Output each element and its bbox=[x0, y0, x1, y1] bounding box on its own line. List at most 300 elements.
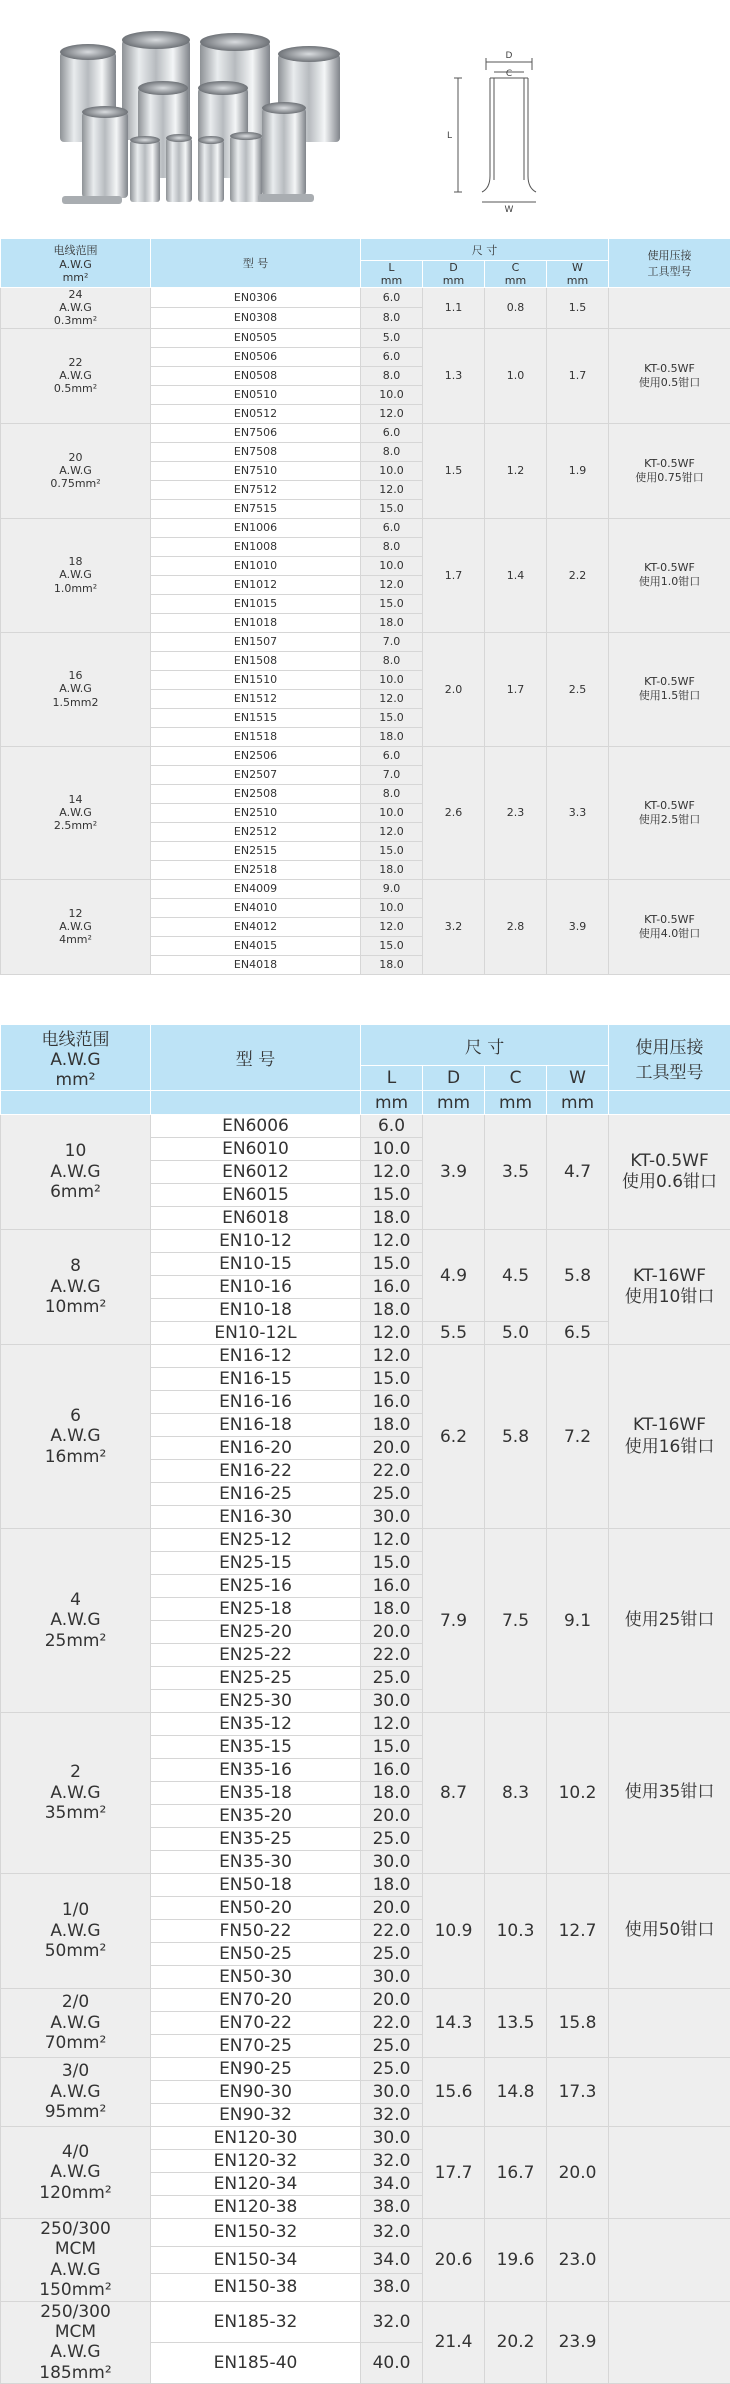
model-cell: EN0512 bbox=[151, 404, 361, 423]
length-cell: 10.0 bbox=[361, 556, 423, 575]
cell-line: 使用0.6钳口 bbox=[609, 1172, 730, 1193]
cell-line: 16mm² bbox=[1, 1447, 150, 1467]
length-cell: 25.0 bbox=[361, 1483, 423, 1506]
tool-cell bbox=[609, 1529, 730, 1713]
dim-d-cell: 17.7 bbox=[423, 2127, 485, 2219]
length-cell: 30.0 bbox=[361, 1506, 423, 1529]
cell-line: A.W.G bbox=[1, 1921, 150, 1941]
table-row bbox=[1, 1989, 730, 2012]
length-cell: 12.0 bbox=[361, 1322, 423, 1345]
length-cell: 12.0 bbox=[361, 575, 423, 594]
header-tool: 使用压接 工具型号 bbox=[609, 239, 730, 288]
cell-line: 16 bbox=[1, 669, 150, 682]
length-cell: 6.0 bbox=[361, 518, 423, 537]
length-cell: 30.0 bbox=[361, 2081, 423, 2104]
cell-line: 2 bbox=[1, 1762, 150, 1782]
cell-line: A.W.G bbox=[1, 1162, 150, 1182]
cell-line: 6mm² bbox=[1, 1182, 150, 1202]
header-c: C mm bbox=[485, 261, 547, 288]
cell-line: 1.0mm² bbox=[1, 582, 150, 595]
dim-c-cell: 2.3 bbox=[485, 746, 547, 879]
length-cell: 15.0 bbox=[361, 841, 423, 860]
wire-range-cell bbox=[1, 1115, 151, 1230]
model-cell: EN0506 bbox=[151, 347, 361, 366]
model-cell: EN50-20 bbox=[151, 1897, 361, 1920]
model-cell: EN1008 bbox=[151, 537, 361, 556]
cell-line: 使用25钳口 bbox=[609, 1610, 730, 1631]
length-cell: 18.0 bbox=[361, 727, 423, 746]
label-d: D bbox=[506, 51, 513, 61]
cell-line: 24 bbox=[1, 288, 150, 301]
header-unit-w: mm bbox=[547, 1091, 609, 1115]
length-cell: 9.0 bbox=[361, 879, 423, 898]
length-cell: 6.0 bbox=[361, 347, 423, 366]
model-cell: EN35-20 bbox=[151, 1805, 361, 1828]
model-cell: EN10-16 bbox=[151, 1276, 361, 1299]
cell-line: 185mm² bbox=[1, 2363, 150, 2383]
model-cell: EN1010 bbox=[151, 556, 361, 575]
cell-line: 使用1.0钳口 bbox=[609, 575, 730, 589]
model-cell: EN7512 bbox=[151, 480, 361, 499]
length-cell: 25.0 bbox=[361, 1828, 423, 1851]
tool-cell bbox=[609, 632, 730, 746]
length-cell: 25.0 bbox=[361, 2058, 423, 2081]
dim-w-cell: 23.0 bbox=[547, 2219, 609, 2302]
length-cell: 12.0 bbox=[361, 1529, 423, 1552]
dim-c-cell: 8.3 bbox=[485, 1713, 547, 1874]
model-cell: EN1006 bbox=[151, 518, 361, 537]
length-cell: 34.0 bbox=[361, 2173, 423, 2196]
dim-c-cell: 20.2 bbox=[485, 2301, 547, 2384]
length-cell: 10.0 bbox=[361, 898, 423, 917]
dim-d-cell: 21.4 bbox=[423, 2301, 485, 2384]
header-range: 电线范围 A.W.G mm² bbox=[1, 239, 151, 288]
model-cell: EN10-15 bbox=[151, 1253, 361, 1276]
length-cell: 8.0 bbox=[361, 651, 423, 670]
cell-line: 2/0 bbox=[1, 1992, 150, 2012]
length-cell: 22.0 bbox=[361, 1644, 423, 1667]
dim-w-cell: 10.2 bbox=[547, 1713, 609, 1874]
length-cell: 8.0 bbox=[361, 442, 423, 461]
model-cell: EN25-18 bbox=[151, 1598, 361, 1621]
length-cell: 6.0 bbox=[361, 423, 423, 442]
tool-cell bbox=[609, 518, 730, 632]
header-unit-c: mm bbox=[485, 1091, 547, 1115]
length-cell: 18.0 bbox=[361, 1414, 423, 1437]
wire-range-cell bbox=[1, 2219, 151, 2302]
length-cell: 15.0 bbox=[361, 1552, 423, 1575]
dim-c-cell: 3.5 bbox=[485, 1115, 547, 1230]
wire-range-cell bbox=[1, 2127, 151, 2219]
dim-c-cell: 14.8 bbox=[485, 2058, 547, 2127]
cell-line: 10 bbox=[1, 1141, 150, 1161]
table-row bbox=[1, 1874, 730, 1897]
length-cell: 15.0 bbox=[361, 708, 423, 727]
dim-w-cell: 1.7 bbox=[547, 328, 609, 423]
tool-cell bbox=[609, 288, 730, 329]
cell-line: 使用0.75钳口 bbox=[609, 471, 730, 485]
dim-w-cell: 6.5 bbox=[547, 1322, 609, 1345]
table-row bbox=[1, 288, 730, 308]
tool-cell bbox=[609, 328, 730, 423]
tool-cell bbox=[609, 1230, 730, 1345]
header-unit-l: mm bbox=[361, 1091, 423, 1115]
tool-cell bbox=[609, 1874, 730, 1989]
cell-line: KT-0.5WF bbox=[609, 561, 730, 575]
wire-range-cell bbox=[1, 328, 151, 423]
dim-w-cell: 5.8 bbox=[547, 1230, 609, 1322]
cell-line: 使用35钳口 bbox=[609, 1782, 730, 1803]
model-cell: EN2512 bbox=[151, 822, 361, 841]
dim-d-cell: 5.5 bbox=[423, 1322, 485, 1345]
length-cell: 12.0 bbox=[361, 404, 423, 423]
product-header bbox=[0, 0, 730, 236]
model-cell: EN6018 bbox=[151, 1207, 361, 1230]
dimension-diagram bbox=[454, 58, 536, 202]
dim-d-cell: 2.0 bbox=[423, 632, 485, 746]
header-tool: 使用压接 工具型号 bbox=[609, 1025, 730, 1091]
cell-line: 95mm² bbox=[1, 2102, 150, 2122]
model-cell: EN6012 bbox=[151, 1161, 361, 1184]
dim-d-cell: 1.7 bbox=[423, 518, 485, 632]
tool-cell bbox=[609, 1345, 730, 1529]
length-cell: 12.0 bbox=[361, 822, 423, 841]
cell-line: MCM bbox=[1, 2322, 150, 2342]
model-cell: EN0505 bbox=[151, 328, 361, 347]
length-cell: 6.0 bbox=[361, 1115, 423, 1138]
length-cell: 32.0 bbox=[361, 2219, 423, 2247]
wire-range-cell bbox=[1, 1989, 151, 2058]
length-cell: 20.0 bbox=[361, 1989, 423, 2012]
cell-line: 14 bbox=[1, 793, 150, 806]
model-cell: EN150-38 bbox=[151, 2274, 361, 2302]
cell-line: 3/0 bbox=[1, 2061, 150, 2081]
wire-range-cell bbox=[1, 1529, 151, 1713]
cell-line: 4 bbox=[1, 1590, 150, 1610]
dim-w-cell: 2.2 bbox=[547, 518, 609, 632]
model-cell: EN16-16 bbox=[151, 1391, 361, 1414]
model-cell: EN90-25 bbox=[151, 2058, 361, 2081]
dim-w-cell: 1.5 bbox=[547, 288, 609, 329]
length-cell: 6.0 bbox=[361, 288, 423, 308]
header-range: 电线范围 A.W.G mm² bbox=[1, 1025, 151, 1091]
model-cell: EN16-12 bbox=[151, 1345, 361, 1368]
cell-line: A.W.G bbox=[1, 369, 150, 382]
tool-cell bbox=[609, 2219, 730, 2302]
spec-table-large-body bbox=[1, 1115, 730, 2384]
length-cell: 8.0 bbox=[361, 784, 423, 803]
cell-line: 使用16钳口 bbox=[609, 1437, 730, 1458]
dim-d-cell: 14.3 bbox=[423, 1989, 485, 2058]
cell-line: 18 bbox=[1, 555, 150, 568]
model-cell: EN16-25 bbox=[151, 1483, 361, 1506]
cell-line: A.W.G bbox=[1, 1277, 150, 1297]
cell-line: A.W.G bbox=[1, 464, 150, 477]
dim-w-cell: 2.5 bbox=[547, 632, 609, 746]
model-cell: EN7506 bbox=[151, 423, 361, 442]
length-cell: 16.0 bbox=[361, 1759, 423, 1782]
table-row bbox=[1, 1345, 730, 1368]
length-cell: 22.0 bbox=[361, 2012, 423, 2035]
header-d: D bbox=[423, 1066, 485, 1091]
model-cell: EN1508 bbox=[151, 651, 361, 670]
cell-line: 0.3mm² bbox=[1, 314, 150, 327]
dim-d-cell: 20.6 bbox=[423, 2219, 485, 2302]
model-cell: EN0308 bbox=[151, 308, 361, 328]
table-row bbox=[1, 1529, 730, 1552]
table-row bbox=[1, 328, 730, 347]
table-row bbox=[1, 879, 730, 898]
model-cell: EN120-32 bbox=[151, 2150, 361, 2173]
product-illustration bbox=[0, 0, 730, 236]
spec-table-small bbox=[0, 238, 730, 975]
wire-range-cell bbox=[1, 423, 151, 518]
model-cell: EN4010 bbox=[151, 898, 361, 917]
header-model: 型 号 bbox=[151, 239, 361, 288]
dim-w-cell: 17.3 bbox=[547, 2058, 609, 2127]
dim-d-cell: 3.9 bbox=[423, 1115, 485, 1230]
length-cell: 16.0 bbox=[361, 1276, 423, 1299]
model-cell: EN2508 bbox=[151, 784, 361, 803]
model-cell: EN1510 bbox=[151, 670, 361, 689]
cell-line: KT-0.5WF bbox=[609, 675, 730, 689]
length-cell: 15.0 bbox=[361, 1736, 423, 1759]
model-cell: EN16-15 bbox=[151, 1368, 361, 1391]
length-cell: 12.0 bbox=[361, 689, 423, 708]
cell-line: 使用4.0钳口 bbox=[609, 927, 730, 941]
model-cell: FN50-22 bbox=[151, 1920, 361, 1943]
model-cell: EN90-30 bbox=[151, 2081, 361, 2104]
table-row bbox=[1, 2219, 730, 2247]
header-dimensions: 尺 寸 bbox=[361, 239, 609, 261]
model-cell: EN185-40 bbox=[151, 2342, 361, 2383]
length-cell: 22.0 bbox=[361, 1460, 423, 1483]
wire-range-cell bbox=[1, 288, 151, 329]
spec-table-small-body bbox=[1, 288, 730, 975]
cell-line: 250/300 bbox=[1, 2302, 150, 2322]
model-cell: EN7508 bbox=[151, 442, 361, 461]
length-cell: 38.0 bbox=[361, 2274, 423, 2302]
dim-c-cell: 5.0 bbox=[485, 1322, 547, 1345]
wire-range-cell bbox=[1, 632, 151, 746]
dim-w-cell: 12.7 bbox=[547, 1874, 609, 1989]
length-cell: 10.0 bbox=[361, 1138, 423, 1161]
wire-range-cell bbox=[1, 2301, 151, 2384]
cell-line: 8 bbox=[1, 1256, 150, 1276]
cell-line: 使用50钳口 bbox=[609, 1920, 730, 1941]
length-cell: 20.0 bbox=[361, 1621, 423, 1644]
length-cell: 12.0 bbox=[361, 1161, 423, 1184]
length-cell: 30.0 bbox=[361, 2127, 423, 2150]
model-cell: EN70-25 bbox=[151, 2035, 361, 2058]
label-l: L bbox=[447, 131, 452, 141]
model-cell: EN10-18 bbox=[151, 1299, 361, 1322]
header-unit-spacer bbox=[609, 1091, 730, 1115]
cell-line: KT-0.5WF bbox=[609, 799, 730, 813]
dim-c-cell: 5.8 bbox=[485, 1345, 547, 1529]
model-cell: EN2506 bbox=[151, 746, 361, 765]
tool-cell bbox=[609, 879, 730, 974]
cell-line: 70mm² bbox=[1, 2033, 150, 2053]
length-cell: 18.0 bbox=[361, 1207, 423, 1230]
model-cell: EN90-32 bbox=[151, 2104, 361, 2127]
model-cell: EN6006 bbox=[151, 1115, 361, 1138]
dim-w-cell: 3.9 bbox=[547, 879, 609, 974]
wire-range-cell bbox=[1, 2058, 151, 2127]
length-cell: 20.0 bbox=[361, 1437, 423, 1460]
wire-range-cell bbox=[1, 1713, 151, 1874]
cell-line: 使用2.5钳口 bbox=[609, 813, 730, 827]
length-cell: 7.0 bbox=[361, 632, 423, 651]
length-cell: 10.0 bbox=[361, 461, 423, 480]
cell-line: A.W.G bbox=[1, 806, 150, 819]
model-cell: EN50-18 bbox=[151, 1874, 361, 1897]
wire-range-cell bbox=[1, 1874, 151, 1989]
model-cell: EN120-34 bbox=[151, 2173, 361, 2196]
model-cell: EN150-34 bbox=[151, 2246, 361, 2274]
model-cell: EN25-22 bbox=[151, 1644, 361, 1667]
cell-line: MCM bbox=[1, 2239, 150, 2259]
model-cell: EN185-32 bbox=[151, 2301, 361, 2342]
dim-d-cell: 7.9 bbox=[423, 1529, 485, 1713]
length-cell: 15.0 bbox=[361, 499, 423, 518]
length-cell: 15.0 bbox=[361, 594, 423, 613]
dim-w-cell: 4.7 bbox=[547, 1115, 609, 1230]
dim-c-cell: 2.8 bbox=[485, 879, 547, 974]
length-cell: 18.0 bbox=[361, 1782, 423, 1805]
model-cell: EN7510 bbox=[151, 461, 361, 480]
header-unit-spacer bbox=[1, 1091, 151, 1115]
dim-c-cell: 4.5 bbox=[485, 1230, 547, 1322]
cell-line: 10mm² bbox=[1, 1297, 150, 1317]
length-cell: 12.0 bbox=[361, 917, 423, 936]
length-cell: 18.0 bbox=[361, 1598, 423, 1621]
cell-line: 使用0.5钳口 bbox=[609, 376, 730, 390]
model-cell: EN2515 bbox=[151, 841, 361, 860]
cell-line: KT-16WF bbox=[609, 1415, 730, 1436]
length-cell: 25.0 bbox=[361, 1667, 423, 1690]
dim-c-cell: 1.2 bbox=[485, 423, 547, 518]
cell-line: 1.5mm2 bbox=[1, 696, 150, 709]
cell-line: KT-0.5WF bbox=[609, 1151, 730, 1172]
dim-w-cell: 1.9 bbox=[547, 423, 609, 518]
model-cell: EN35-16 bbox=[151, 1759, 361, 1782]
length-cell: 15.0 bbox=[361, 936, 423, 955]
header-l: L bbox=[361, 1066, 423, 1091]
model-cell: EN70-22 bbox=[151, 2012, 361, 2035]
length-cell: 32.0 bbox=[361, 2104, 423, 2127]
model-cell: EN25-30 bbox=[151, 1690, 361, 1713]
length-cell: 18.0 bbox=[361, 613, 423, 632]
dim-d-cell: 1.3 bbox=[423, 328, 485, 423]
dim-d-cell: 3.2 bbox=[423, 879, 485, 974]
length-cell: 10.0 bbox=[361, 385, 423, 404]
wire-range-cell bbox=[1, 879, 151, 974]
model-cell: EN16-20 bbox=[151, 1437, 361, 1460]
header-unit-d: mm bbox=[423, 1091, 485, 1115]
spec-table-large bbox=[0, 1024, 730, 2384]
header-l: L mm bbox=[361, 261, 423, 288]
header-dimensions: 尺 寸 bbox=[361, 1025, 609, 1066]
length-cell: 12.0 bbox=[361, 1345, 423, 1368]
model-cell: EN16-22 bbox=[151, 1460, 361, 1483]
table-row bbox=[1, 746, 730, 765]
cell-line: 0.5mm² bbox=[1, 382, 150, 395]
model-cell: EN0510 bbox=[151, 385, 361, 404]
cell-line: A.W.G bbox=[1, 1610, 150, 1630]
dim-w-cell: 7.2 bbox=[547, 1345, 609, 1529]
model-cell: EN4009 bbox=[151, 879, 361, 898]
length-cell: 25.0 bbox=[361, 2035, 423, 2058]
model-cell: EN1512 bbox=[151, 689, 361, 708]
model-cell: EN1015 bbox=[151, 594, 361, 613]
model-cell: EN1507 bbox=[151, 632, 361, 651]
model-cell: EN4018 bbox=[151, 955, 361, 974]
model-cell: EN4012 bbox=[151, 917, 361, 936]
length-cell: 5.0 bbox=[361, 328, 423, 347]
length-cell: 18.0 bbox=[361, 1874, 423, 1897]
cell-line: 50mm² bbox=[1, 1941, 150, 1961]
wire-range-cell bbox=[1, 1230, 151, 1345]
cell-line: A.W.G bbox=[1, 2162, 150, 2182]
table-row bbox=[1, 2127, 730, 2150]
model-cell: EN120-38 bbox=[151, 2196, 361, 2219]
table-row bbox=[1, 1713, 730, 1736]
header-model: 型 号 bbox=[151, 1025, 361, 1091]
length-cell: 6.0 bbox=[361, 746, 423, 765]
cell-line: 150mm² bbox=[1, 2280, 150, 2300]
cell-line: 0.75mm² bbox=[1, 477, 150, 490]
cell-line: KT-16WF bbox=[609, 1266, 730, 1287]
model-cell: EN0306 bbox=[151, 288, 361, 308]
model-cell: EN50-30 bbox=[151, 1966, 361, 1989]
header-c: C bbox=[485, 1066, 547, 1091]
length-cell: 8.0 bbox=[361, 308, 423, 328]
model-cell: EN25-16 bbox=[151, 1575, 361, 1598]
model-cell: EN6015 bbox=[151, 1184, 361, 1207]
wire-range-cell bbox=[1, 518, 151, 632]
model-cell: EN2507 bbox=[151, 765, 361, 784]
length-cell: 15.0 bbox=[361, 1368, 423, 1391]
dim-w-cell: 20.0 bbox=[547, 2127, 609, 2219]
length-cell: 18.0 bbox=[361, 955, 423, 974]
header-w: W bbox=[547, 1066, 609, 1091]
model-cell: EN70-20 bbox=[151, 1989, 361, 2012]
cell-line: 使用1.5钳口 bbox=[609, 689, 730, 703]
cell-line: 2.5mm² bbox=[1, 819, 150, 832]
cell-line: A.W.G bbox=[1, 1426, 150, 1446]
length-cell: 15.0 bbox=[361, 1184, 423, 1207]
tool-cell bbox=[609, 746, 730, 879]
cell-line: 20 bbox=[1, 451, 150, 464]
table-row bbox=[1, 2058, 730, 2081]
model-cell: EN35-30 bbox=[151, 1851, 361, 1874]
table-row bbox=[1, 2301, 730, 2342]
length-cell: 20.0 bbox=[361, 1805, 423, 1828]
cell-line: KT-0.5WF bbox=[609, 362, 730, 376]
ferrule-photo bbox=[60, 31, 340, 204]
label-w: W bbox=[505, 205, 514, 215]
length-cell: 10.0 bbox=[361, 803, 423, 822]
model-cell: EN1515 bbox=[151, 708, 361, 727]
length-cell: 20.0 bbox=[361, 1897, 423, 1920]
length-cell: 16.0 bbox=[361, 1391, 423, 1414]
cell-line: 使用10钳口 bbox=[609, 1287, 730, 1308]
cell-line: 250/300 bbox=[1, 2219, 150, 2239]
length-cell: 12.0 bbox=[361, 480, 423, 499]
model-cell: EN6010 bbox=[151, 1138, 361, 1161]
length-cell: 18.0 bbox=[361, 1299, 423, 1322]
